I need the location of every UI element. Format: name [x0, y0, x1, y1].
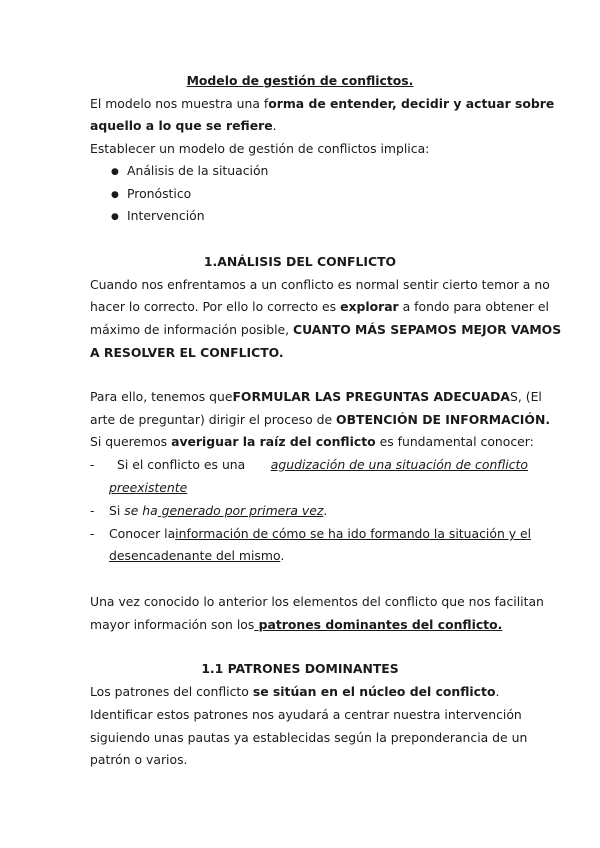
body-text: hacer lo correcto. Por ello lo correcto es — [90, 299, 341, 314]
body-bold: FORMULAR LAS PREGUNTAS ADECUADA — [232, 389, 511, 404]
heading-text: 1.1 PATRONES DOMINANTES — [201, 661, 399, 676]
dash-item-3 — [109, 526, 532, 542]
body-text: Conocer la — [109, 526, 176, 541]
body-bold-underlined: patrones dominantes del conflicto. — [254, 617, 503, 632]
dash-item-2 — [109, 503, 327, 519]
intro-line-1 — [90, 96, 554, 112]
intro-line-2 — [90, 118, 277, 134]
s1-line-2 — [90, 299, 549, 315]
body-underlined: agudización de una situación de conflicto — [270, 457, 528, 472]
body-text: . — [323, 503, 328, 518]
body-bold: OBTENCIÓN DE INFORMACIÓN. — [336, 412, 551, 427]
s2-line-4 — [90, 752, 187, 768]
body-text: Identificar estos patrones nos ayudará a centrar nuestra intervención — [90, 707, 522, 722]
body-text: Si el conflicto es una — [117, 457, 246, 472]
dash-marker: - — [90, 503, 95, 518]
body-text: Si queremos — [90, 434, 172, 449]
body-underlined: preexistente — [109, 480, 188, 495]
s1-line-6 — [90, 412, 550, 428]
body-text: es fundamental conocer: — [375, 434, 534, 449]
body-text: siguiendo unas pautas ya establecidas según la preponderancia de un — [90, 730, 528, 745]
s1-line-5 — [90, 389, 542, 405]
title-text: Modelo de gestión de conflictos. — [186, 73, 414, 88]
dash-item-3-cont — [109, 548, 284, 564]
bullet-item: Análisis de la situación — [127, 163, 269, 178]
intro-text: . — [272, 118, 277, 133]
intro-bold: aquello a lo que se refiere — [90, 118, 273, 133]
s2-line-1 — [90, 684, 499, 700]
body-bold: explorar — [340, 299, 399, 314]
body-text: Los patrones del conflicto — [90, 684, 253, 699]
body-text: arte de preguntar) dirigir el proceso de — [90, 412, 337, 427]
s1-line-8 — [90, 594, 544, 610]
dash-item-1 — [109, 457, 528, 473]
bullet-icon: ● — [111, 212, 119, 222]
body-text: Si — [109, 503, 125, 518]
section-2-heading — [0, 661, 600, 677]
body-bold: A RESOLVER EL CONFLICTO. — [90, 345, 284, 360]
body-bold: CUANTO MÁS SEPAMOS MEJOR VAMOS — [293, 322, 562, 337]
s1-line-7 — [90, 434, 534, 450]
dash-marker: - — [90, 526, 95, 541]
body-underlined: desencadenante del mismo — [109, 548, 281, 563]
intro-text: Establecer un modelo de gestión de conflictos implica: — [90, 141, 430, 156]
bullet-item: Pronóstico — [127, 186, 192, 201]
intro-bold: orma de entender, decidir y actuar sobre — [268, 96, 555, 111]
s1-line-9 — [90, 617, 502, 633]
s2-line-2 — [90, 707, 522, 723]
body-text: . — [495, 684, 500, 699]
body-text: mayor información son los — [90, 617, 255, 632]
body-text: a fondo para obtener el — [398, 299, 549, 314]
intro-text: El modelo nos muestra una f — [90, 96, 269, 111]
dash-marker: - — [90, 457, 95, 472]
body-bold: averiguar la raíz del conflicto — [171, 434, 376, 449]
body-text: Cuando nos enfrentamos a un conflicto es normal sentir cierto temor a no — [90, 277, 550, 292]
body-italic: se ha — [124, 503, 158, 518]
body-text: patrón o varios. — [90, 752, 188, 767]
body-bold: se sitúan en el núcleo del conflicto — [252, 684, 496, 699]
s1-line-4 — [90, 345, 284, 361]
dash-item-1-cont — [109, 480, 187, 496]
body-text: . — [280, 548, 285, 563]
s2-line-3 — [90, 730, 527, 746]
bullet-item: Intervención — [127, 208, 205, 223]
body-text: Para ello, tenemos que — [90, 389, 233, 404]
heading-text: 1.ANÁLISIS DEL CONFLICTO — [203, 254, 397, 269]
body-text: Una vez conocido lo anterior los elementos del conflicto que nos facilitan — [90, 594, 544, 609]
body-text: máximo de información posible, — [90, 322, 294, 337]
s1-line-3 — [90, 322, 561, 338]
intro-line-3 — [90, 141, 429, 157]
body-text: S, (El — [510, 389, 542, 404]
bullet-icon: ● — [111, 190, 119, 200]
body-underlined: información de cómo se ha ido formando la situación y el — [175, 526, 532, 541]
s1-line-1 — [90, 277, 550, 293]
body-underlined: generado por primera vez — [157, 503, 324, 518]
document-title — [0, 73, 600, 89]
section-1-heading — [0, 254, 600, 270]
bullet-icon: ● — [111, 167, 119, 177]
